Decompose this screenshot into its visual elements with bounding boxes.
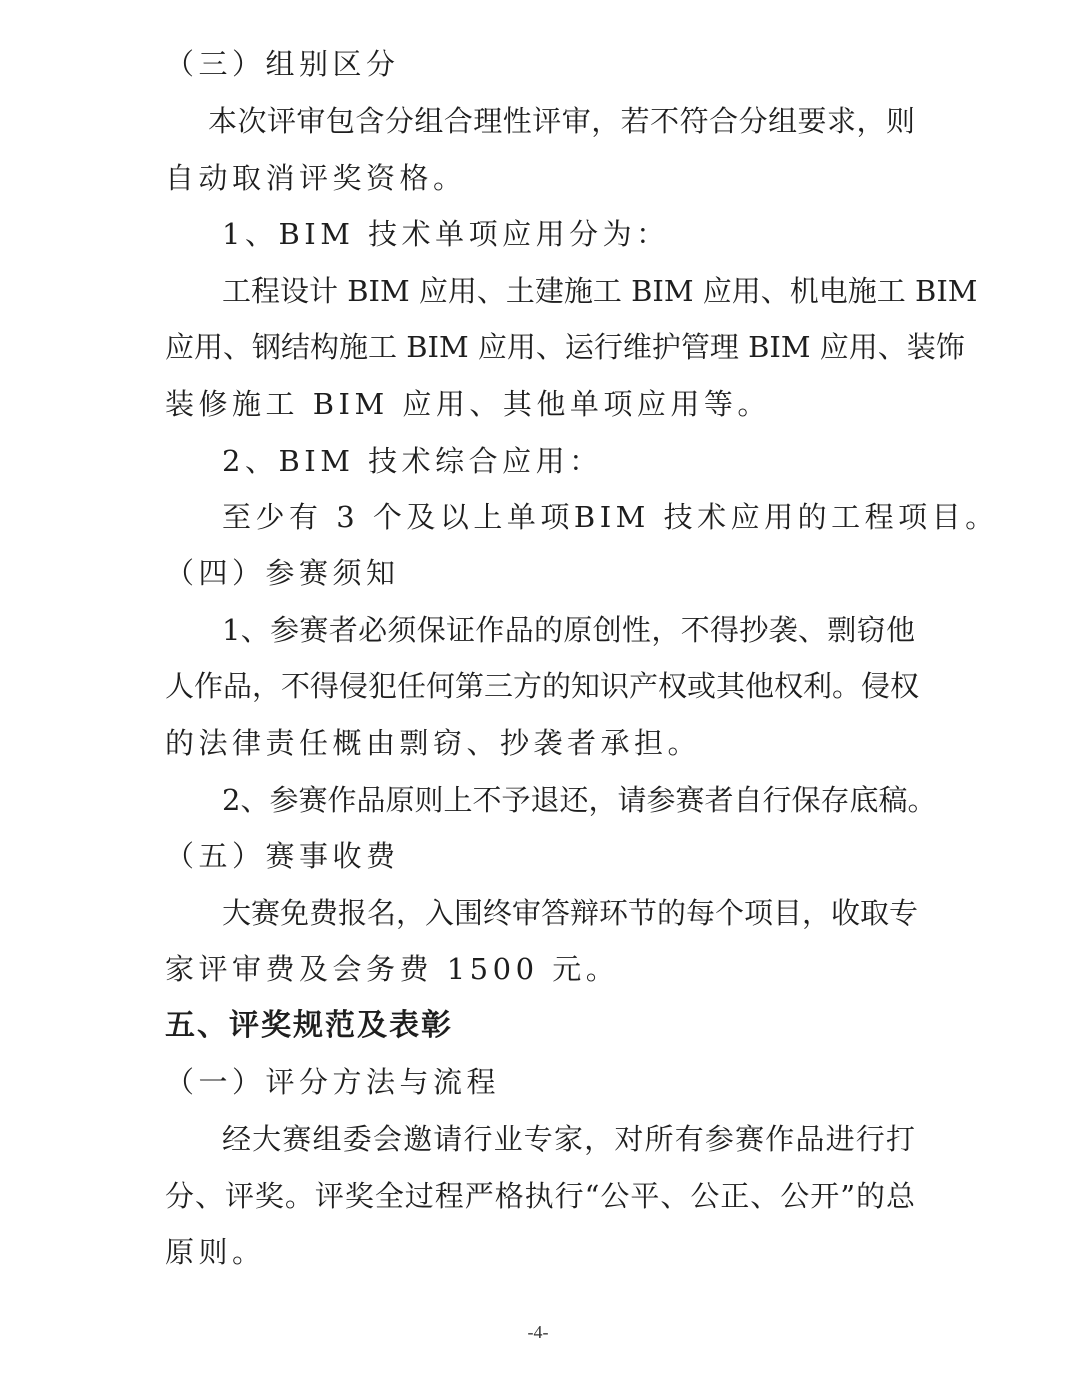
paragraph-line: 自动取消评奖资格。 [165, 161, 467, 195]
paragraph-line: 应用、钢结构施工 BIM 应用、运行维护管理 BIM 应用、装饰 [165, 330, 965, 364]
section-heading-fees: （五）赛事收费 [165, 839, 400, 873]
list-item-heading: 1、BIM 技术单项应用分为： [222, 217, 670, 251]
list-item-heading: 2、BIM 技术综合应用： [222, 444, 603, 478]
paragraph-line: 的法律责任概由剽窃、抄袭者承担。 [165, 726, 702, 760]
paragraph-line: 大赛免费报名，入围终审答辩环节的每个项目，收取专 [222, 896, 919, 930]
page-number: -4- [527, 1322, 549, 1342]
section-heading-group-division: （三）组别区分 [165, 47, 400, 81]
section-heading-scoring-method: （一）评分方法与流程 [165, 1065, 501, 1099]
paragraph-line: 本次评审包含分组合理性评审，若不符合分组要求，则 [208, 104, 915, 138]
paragraph-line: 至少有 3 个及以上单项BIM 技术应用的工程项目。 [222, 500, 999, 534]
paragraph-line: 装修施工 BIM 应用、其他单项应用等。 [165, 387, 771, 421]
paragraph-line: 分、评奖。评奖全过程严格执行“公平、公正、公开”的总 [165, 1179, 915, 1213]
paragraph-line: 工程设计 BIM 应用、土建施工 BIM 应用、机电施工 BIM [222, 274, 978, 308]
paragraph-line: 2、参赛作品原则上不予退还，请参赛者自行保存底稿。 [222, 783, 937, 817]
section-heading-participation-notes: （四）参赛须知 [165, 556, 400, 590]
paragraph-line: 人作品，不得侵犯任何第三方的知识产权或其他权利。侵权 [165, 669, 920, 703]
chapter-heading-awards: 五、评奖规范及表彰 [165, 1008, 453, 1043]
paragraph-line: 原则。 [165, 1235, 266, 1269]
paragraph-line: 家评审费及会务费 1500 元。 [165, 952, 620, 986]
paragraph-line: 经大赛组委会邀请行业专家，对所有参赛作品进行打 [222, 1122, 915, 1156]
paragraph-line: 1、参赛者必须保证作品的原创性，不得抄袭、剽窃他 [222, 613, 915, 647]
